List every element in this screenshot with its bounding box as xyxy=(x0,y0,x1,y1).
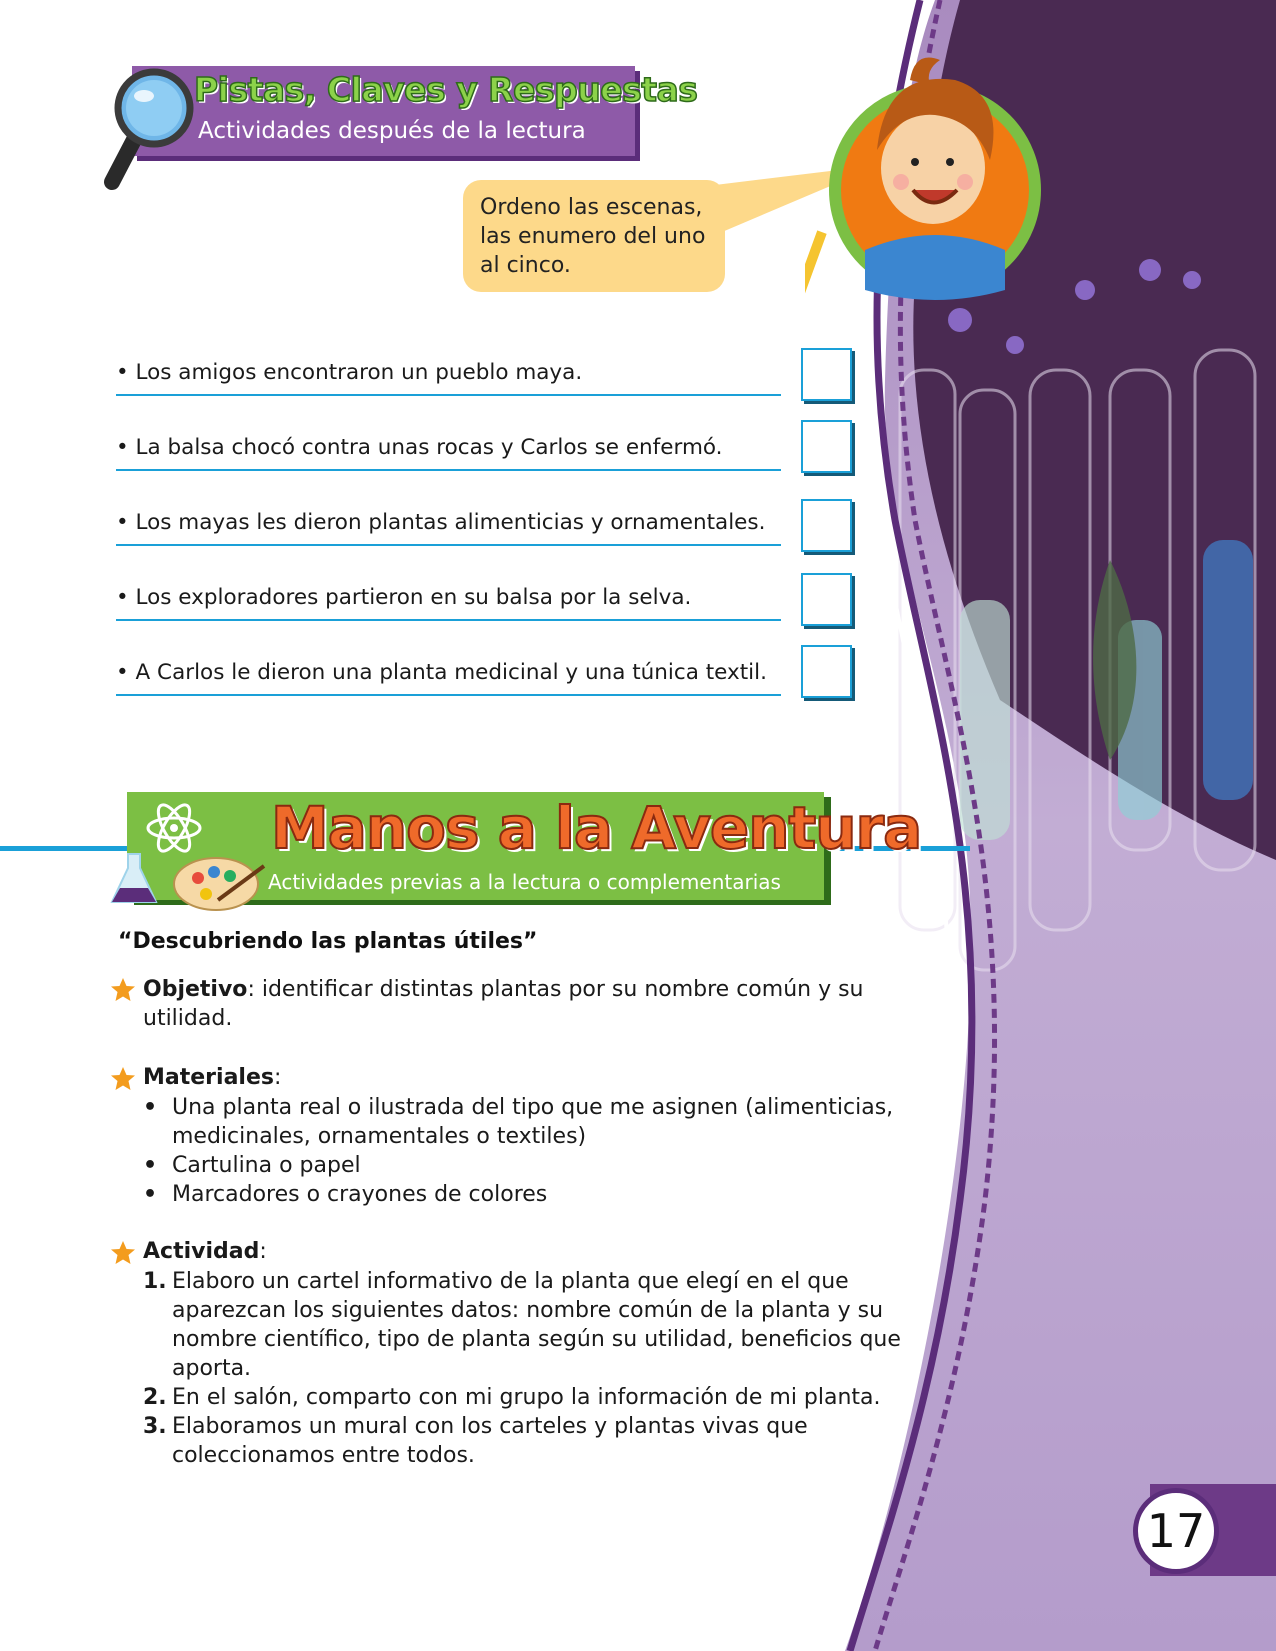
order-item xyxy=(116,360,781,396)
speech-bubble-text: Ordeno las escenas, las enumero del uno al cinco. xyxy=(480,195,706,278)
bullet-mark: • xyxy=(143,1153,158,1178)
step-number: 3. xyxy=(143,1414,167,1439)
materials-list xyxy=(143,1093,923,1209)
step-text: Elaboro un cartel informativo de la planta que elegí en el que aparezcan los siguientes datos: nombre común de la planta y su nombre científico, tipo de planta según su utilidad, beneficios que aporta. xyxy=(172,1269,901,1381)
objective-text: : identificar distintas plantas por su nombre común y su utilidad. xyxy=(143,977,864,1031)
list-item xyxy=(143,1267,913,1383)
materials-label: Materiales xyxy=(143,1065,274,1090)
order-number-box[interactable] xyxy=(801,348,852,401)
list-item xyxy=(143,1383,913,1412)
section-subtitle: Actividades después de la lectura xyxy=(198,118,586,144)
objective-paragraph xyxy=(143,975,903,1033)
materials-colon: : xyxy=(273,1065,282,1090)
activity-label: Actividad xyxy=(143,1239,260,1264)
order-number-box[interactable] xyxy=(801,499,852,552)
star-icon xyxy=(110,977,136,1003)
boy-mascot-icon xyxy=(805,50,1065,310)
bullet-mark: • xyxy=(143,1095,158,1120)
order-item-text: • Los exploradores partieron en su balsa por la selva. xyxy=(116,585,692,610)
activity-heading xyxy=(143,1237,267,1266)
objective-label: Objetivo xyxy=(143,977,248,1002)
materials-heading xyxy=(143,1063,281,1092)
step-number: 1. xyxy=(143,1269,167,1294)
order-item-text: • A Carlos le dieron una planta medicinal y una túnica textil. xyxy=(116,660,767,685)
order-item xyxy=(116,585,781,621)
order-item xyxy=(116,510,781,546)
order-item-text: • Los mayas les dieron plantas alimenticias y ornamentales. xyxy=(116,510,766,535)
section-subtitle: Actividades previas a la lectura o complementarias xyxy=(268,870,781,894)
bullet-mark: • xyxy=(143,1182,158,1207)
list-item xyxy=(143,1180,923,1209)
list-item xyxy=(143,1093,923,1151)
step-text: Elaboramos un mural con los carteles y plantas vivas que coleccionamos entre todos. xyxy=(172,1414,808,1468)
section-header-clues xyxy=(132,66,698,156)
order-item-text: • Los amigos encontraron un pueblo maya. xyxy=(116,360,583,385)
section-title: Manos a la Aventura xyxy=(271,794,922,862)
order-number-box[interactable] xyxy=(801,420,852,473)
star-icon xyxy=(110,1066,136,1092)
step-text: En el salón, comparto con mi grupo la información de mi planta. xyxy=(172,1385,881,1410)
material-text: Una planta real o ilustrada del tipo que me asignen (alimenticias, medicinales, ornamentales o textiles) xyxy=(172,1095,894,1149)
star-icon xyxy=(110,1240,136,1266)
order-item-text: • La balsa chocó contra unas rocas y Carlos se enfermó. xyxy=(116,435,723,460)
material-text: Marcadores o crayones de colores xyxy=(172,1182,548,1207)
list-item xyxy=(143,1412,913,1470)
science-art-icon xyxy=(108,796,268,916)
order-item xyxy=(116,660,781,696)
magnifier-icon xyxy=(96,64,196,194)
list-item xyxy=(143,1151,923,1180)
activity-steps xyxy=(143,1267,913,1470)
material-text: Cartulina o papel xyxy=(172,1153,361,1178)
activity-colon: : xyxy=(259,1239,267,1264)
order-number-box[interactable] xyxy=(801,645,852,698)
order-number-box[interactable] xyxy=(801,573,852,626)
step-number: 2. xyxy=(143,1385,167,1410)
speech-bubble xyxy=(463,180,725,292)
activity-title: “Descubriendo las plantas útiles” xyxy=(118,929,538,954)
page-number: 17 xyxy=(1133,1488,1219,1574)
order-item xyxy=(116,435,781,471)
section-title: Pistas, Claves y Respuestas xyxy=(194,70,698,109)
